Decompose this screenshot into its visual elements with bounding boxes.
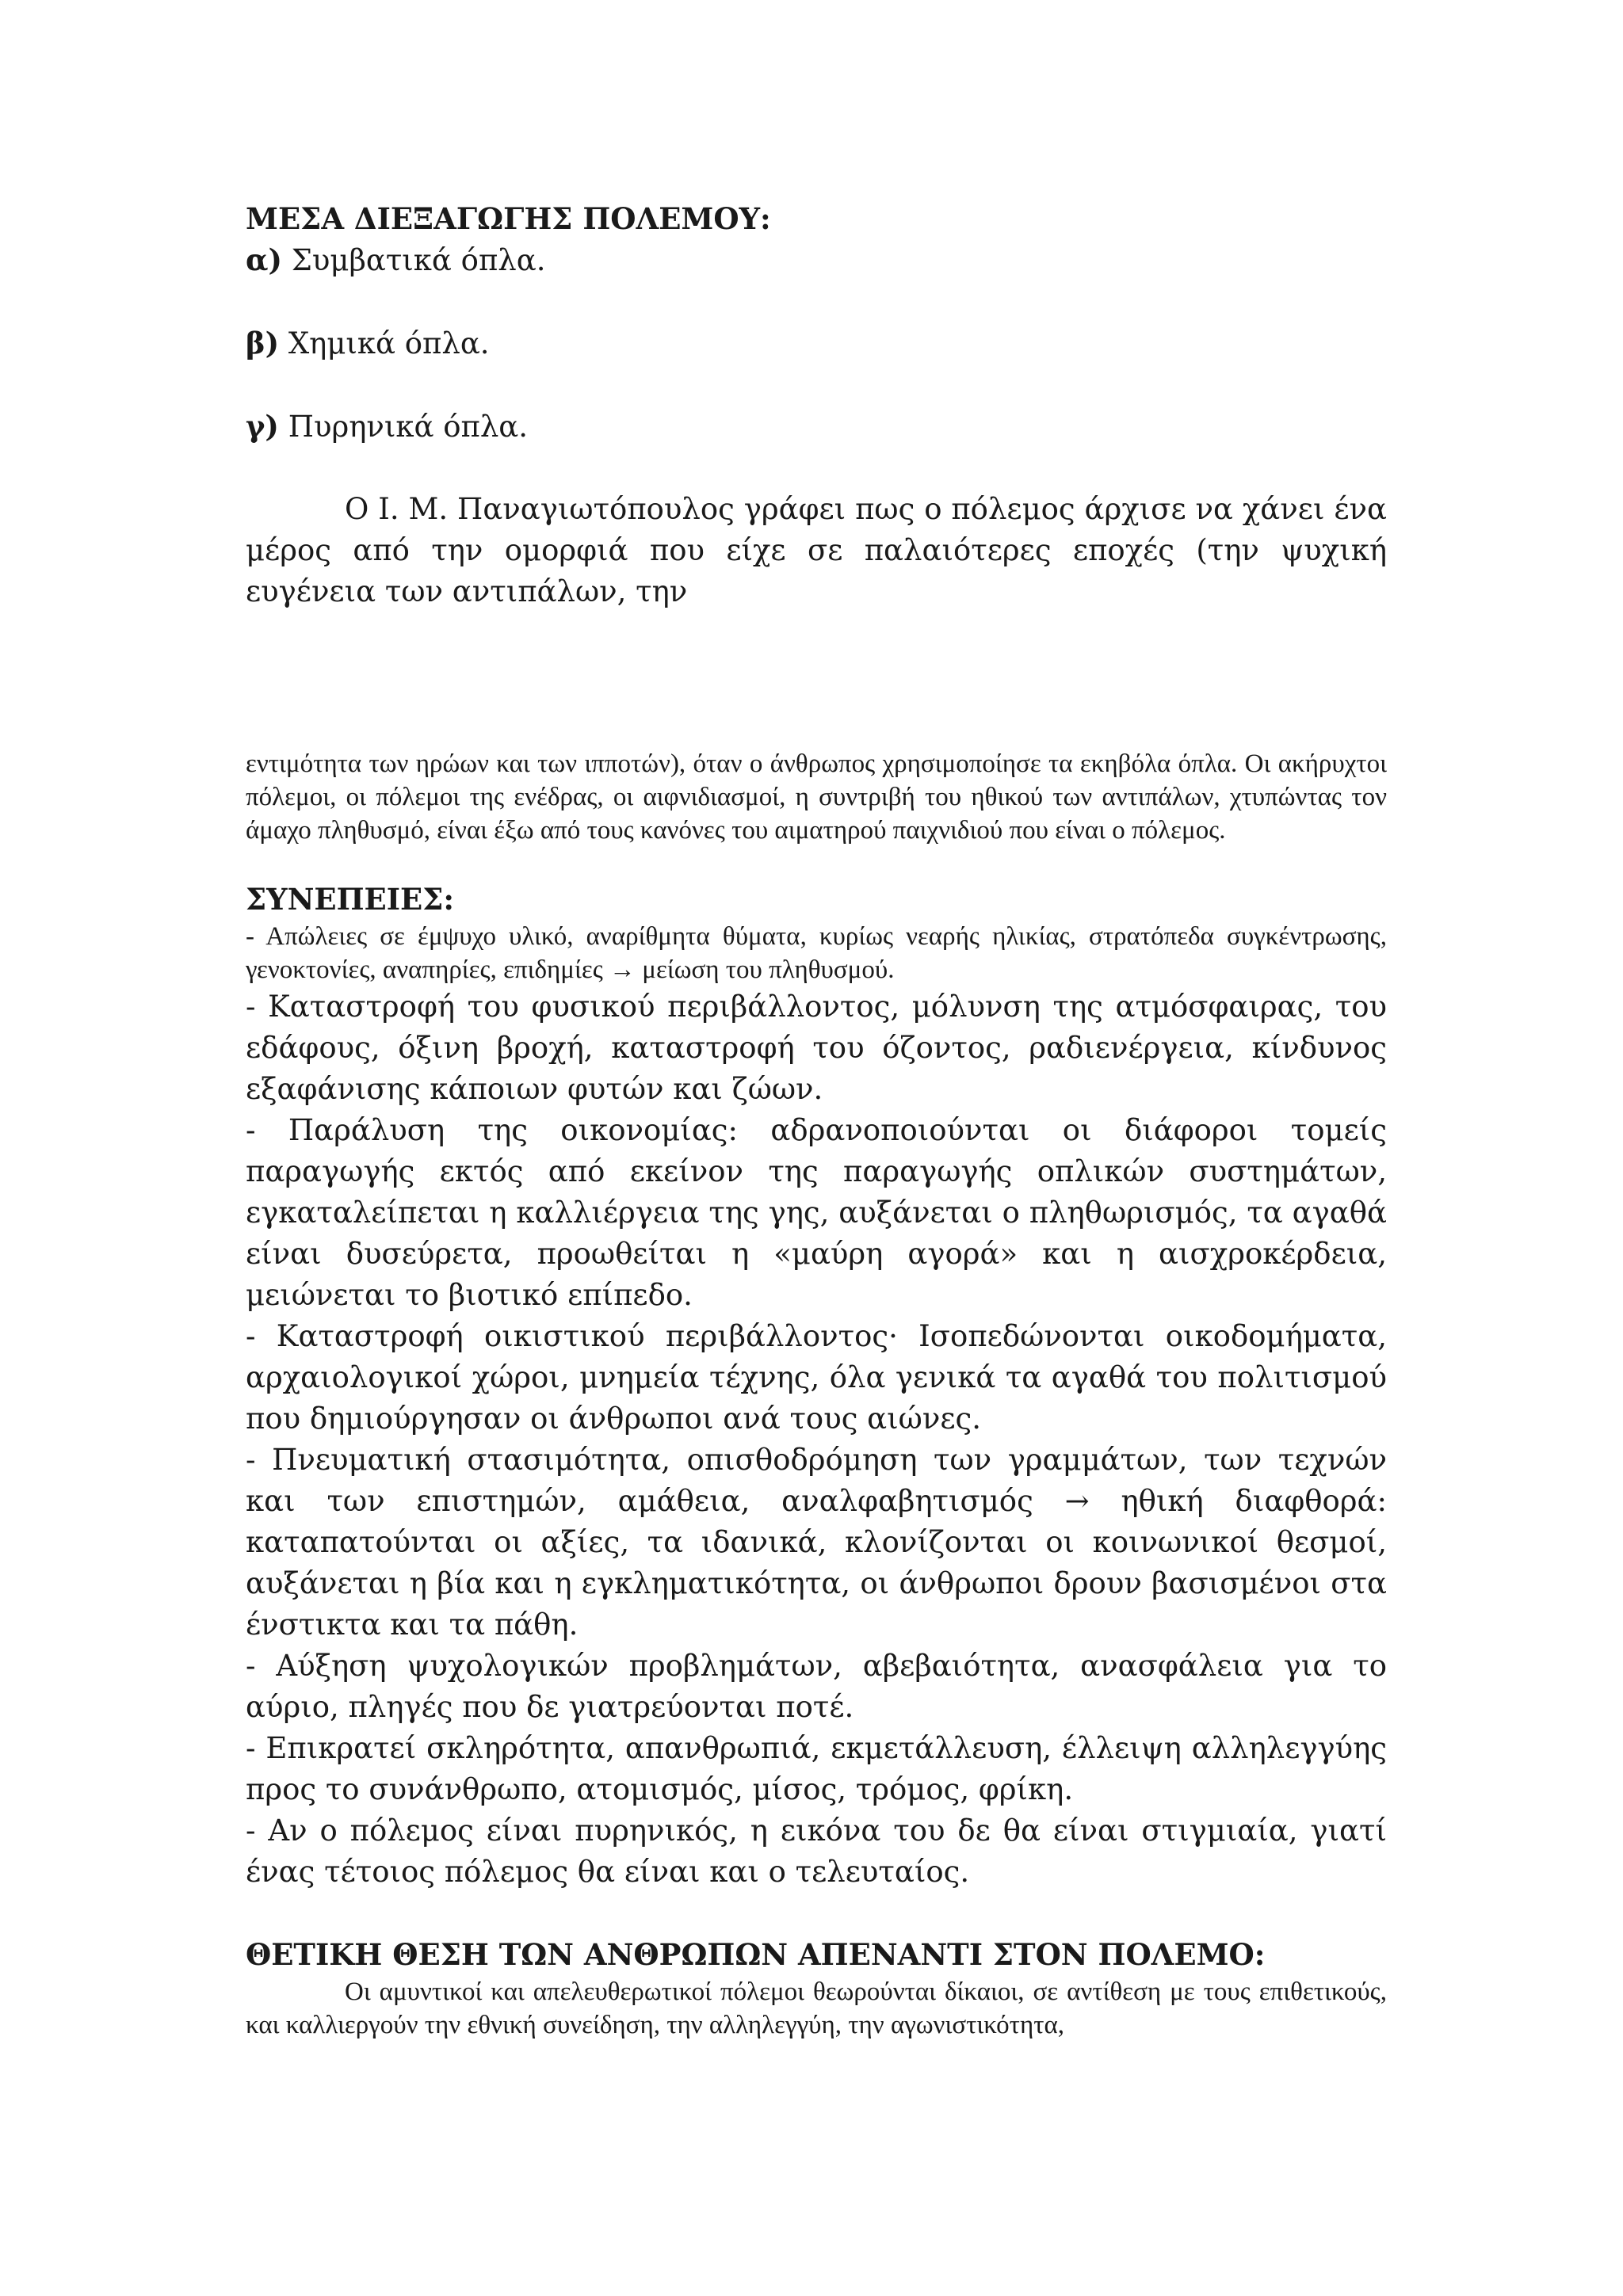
item-text: Πυρηνικά όπλα.: [278, 410, 529, 444]
paragraph-panagiotopoulos: Ο Ι. Μ. Παναγιωτόπουλος γράφει πως ο πόλεμος άρχισε να χάνει ένα μέρος από την ομορφιά που είχε σε παλαιότερες εποχές (την ψυχική ευγένεια των αντιπάλων, την: [246, 492, 1387, 608]
consequence-item-nuclear: - Αν ο πόλεμος είναι πυρηνικός, η εικόνα του δε θα είναι στιγμιαία, γιατί ένας τέτοιος πόλεμος θα είναι και ο τελευταίος.: [246, 1814, 1387, 1889]
section-heading-positive-stance: ΘΕΤΙΚΗ ΘΕΣΗ ΤΩΝ ΑΝΘΡΩΠΩΝ ΑΠΕΝΑΝΤΙ ΣΤΟΝ ΠΟΛΕΜΟ:: [246, 1937, 1266, 1972]
item-marker: γ): [246, 409, 279, 444]
weapon-item-conventional: [246, 239, 1387, 281]
consequence-item-environment: - Καταστροφή του φυσικού περιβάλλοντος, μόλυνση της ατμόσφαιρας, του εδάφους, όξινη βροχή, καταστροφή του όζοντος, ραδιενέργεια, κίνδυνος εξαφάνισης κάποιων φυτών και ζώων.: [246, 990, 1387, 1106]
consequence-item-casualties: - Απώλειες σε έμψυχο υλικό, αναρίθμητα θύματα, κυρίως νεαρής ηλικίας, στρατόπεδα συγκέντρωσης, γενοκτονίες, αναπηρίες, επιδημίες → μείωση του πληθυσμού.: [246, 922, 1387, 984]
item-marker: α): [246, 242, 282, 277]
document-page: [246, 198, 1387, 2042]
paragraph-defensive-wars: Οι αμυντικοί και απελευθερωτικοί πόλεμοι θεωρούνται δίκαιοι, σε αντίθεση με τους επιθετικούς, και καλλιεργούν την εθνική συνείδηση, την αλληλεγγύη, την αγωνιστικότητα,: [246, 1978, 1387, 2039]
item-marker: β): [246, 326, 280, 360]
weapon-item-nuclear: [246, 406, 1387, 448]
section-heading-consequences: ΣΥΝΕΠΕΙΕΣ:: [246, 882, 455, 917]
consequence-item-economy: - Παράλυση της οικονομίας: αδρανοποιούνται οι διάφοροι τομείς παραγωγής εκτός από εκείνον της παραγωγής οπλικών συστημάτων, εγκαταλείπεται η καλλιέργεια της γης, αυξάνεται ο πληθωρισμός, τα αγαθά είναι δυσεύρετα, προωθείται η «μαύρη αγορά» και η αισχροκέρδεια, μειώνεται το βιοτικό επίπεδο.: [246, 1113, 1387, 1312]
weapon-item-chemical: [246, 322, 1387, 364]
consequence-item-urban: - Καταστροφή οικιστικού περιβάλλοντος· Ισοπεδώνονται οικοδομήματα, αρχαιολογικοί χώροι, μνημεία τέχνης, όλα γενικά τα αγαθά του πολιτισμού που δημιούργησαν οι άνθρωποι ανά τους αιώνες.: [246, 1319, 1387, 1436]
item-text: Χημικά όπλα.: [279, 326, 490, 360]
item-text: Συμβατικά όπλα.: [281, 243, 546, 277]
consequence-item-intellectual: - Πνευματική στασιμότητα, οπισθοδρόμηση των γραμμάτων, των τεχνών και των επιστημών, αμάθεια, αναλφαβητισμός → ηθική διαφθορά: καταπατούνται οι αξίες, τα ιδανικά, κλονίζονται οι κοινωνικοί θεσμοί, αυξάνεται η βία και η εγκληματικότητα, οι άνθρωποι δρουν βασισμένοι στα ένστικτα και τα πάθη.: [246, 1443, 1387, 1642]
paragraph-continuation: εντιμότητα των ηρώων και των ιπποτών), όταν ο άνθρωπος χρησιμοποίησε τα εκηβόλα όπλα. Οι ακήρυχτοι πόλεμοι, οι πόλεμοι της ενέδρας, οι αιφνιδιασμοί, η συντριβή του ηθικού των αντιπάλων, χτυπώντας τον άμαχο πληθυσμό, είναι έξω από τους κανόνες του αιματηρού παιχνιδιού που είναι ο πόλεμος.: [246, 749, 1387, 845]
section-heading-means: ΜΕΣΑ ΔΙΕΞΑΓΩΓΗΣ ΠΟΛΕΜΟΥ:: [246, 201, 771, 236]
consequence-item-psychological: - Αύξηση ψυχολογικών προβλημάτων, αβεβαιότητα, ανασφάλεια για το αύριο, πληγές που δε γιατρεύονται ποτέ.: [246, 1649, 1387, 1724]
consequence-item-cruelty: - Επικρατεί σκληρότητα, απανθρωπιά, εκμετάλλευση, έλλειψη αλληλεγγύης προς το συνάνθρωπο, ατομισμός, μίσος, τρόμος, φρίκη.: [246, 1731, 1387, 1806]
